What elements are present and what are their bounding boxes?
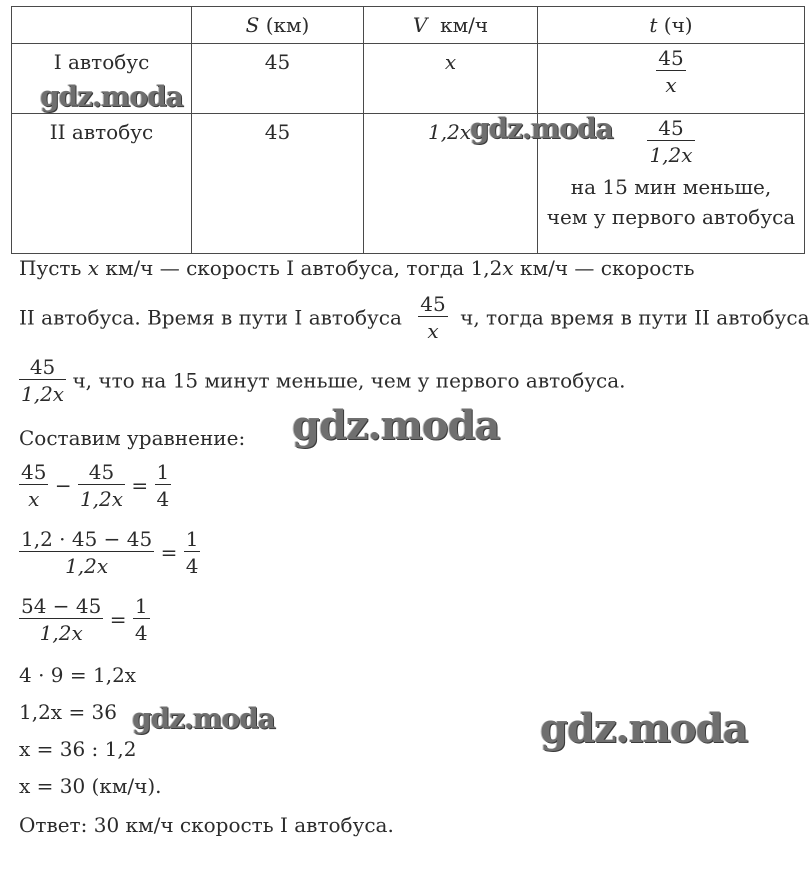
watermark: gdz.moda: [132, 702, 275, 735]
watermark: gdz.moda: [292, 402, 500, 449]
text-line-4: Составим уравнение:: [19, 426, 246, 450]
row-label: I автобус: [12, 44, 192, 114]
equation-6: x = 36 : 1,2: [19, 737, 137, 761]
time-note-line-1: на 15 мин меньше,: [570, 175, 772, 199]
table-row: [12, 114, 805, 254]
inline-fraction: $\frac{45}{x}$: [420, 292, 446, 343]
header-distance: S (км): [192, 7, 364, 44]
text-line-2: II автобуса. Время в пути I автобуса $\frac{45}{x}$ ч, тогда время в пути II автобуса: [19, 292, 809, 343]
row-label: II автобус: [12, 114, 192, 254]
header-time: t (ч): [538, 7, 805, 44]
time-fraction: $\frac{45}{1,2x}$: [649, 116, 693, 167]
watermark: gdz.moda: [470, 112, 613, 145]
row-time: [538, 44, 805, 114]
inline-fraction: $\frac{45}{1,2x}$: [21, 355, 65, 406]
time-fraction: $\frac{45}{x}$: [658, 46, 684, 97]
equation-4: 4 · 9 = 1,2x: [19, 663, 137, 687]
text-line-1: Пусть x км/ч — скорость I автобуса, тогда 1,2x км/ч — скорость: [19, 256, 695, 280]
header-speed: V км/ч: [364, 7, 538, 44]
watermark: gdz.moda: [40, 80, 183, 113]
row-speed: x: [364, 44, 538, 114]
equation-3: $\frac{54 - 45}{1,2x}$ = $\frac{1}{4}$: [21, 594, 148, 645]
text-line-3: $\frac{45}{1,2x}$ ч, что на 15 минут меньше, чем у первого автобуса.: [21, 355, 626, 406]
equation-5: 1,2x = 36: [19, 700, 118, 724]
row-distance: 45: [192, 114, 364, 254]
data-table: [11, 6, 805, 254]
answer-line: Ответ: 30 км/ч скорость I автобуса.: [19, 813, 394, 837]
table-header-row: [12, 7, 805, 44]
equation-7: x = 30 (км/ч).: [19, 774, 162, 798]
row-distance: 45: [192, 44, 364, 114]
equation-1: $\frac{45}{x}$ − $\frac{45}{1,2x}$ = $\frac{1}{4}$: [21, 460, 170, 511]
header-empty: [12, 7, 192, 44]
time-note-line-2: чем у первого автобуса: [546, 205, 796, 229]
watermark: gdz.moda: [540, 705, 748, 752]
row-speed: 1,2x: [364, 114, 538, 254]
equation-2: $\frac{1,2 \cdot 45 - 45}{1,2x}$ = $\frac{1}{4}$: [21, 527, 199, 578]
